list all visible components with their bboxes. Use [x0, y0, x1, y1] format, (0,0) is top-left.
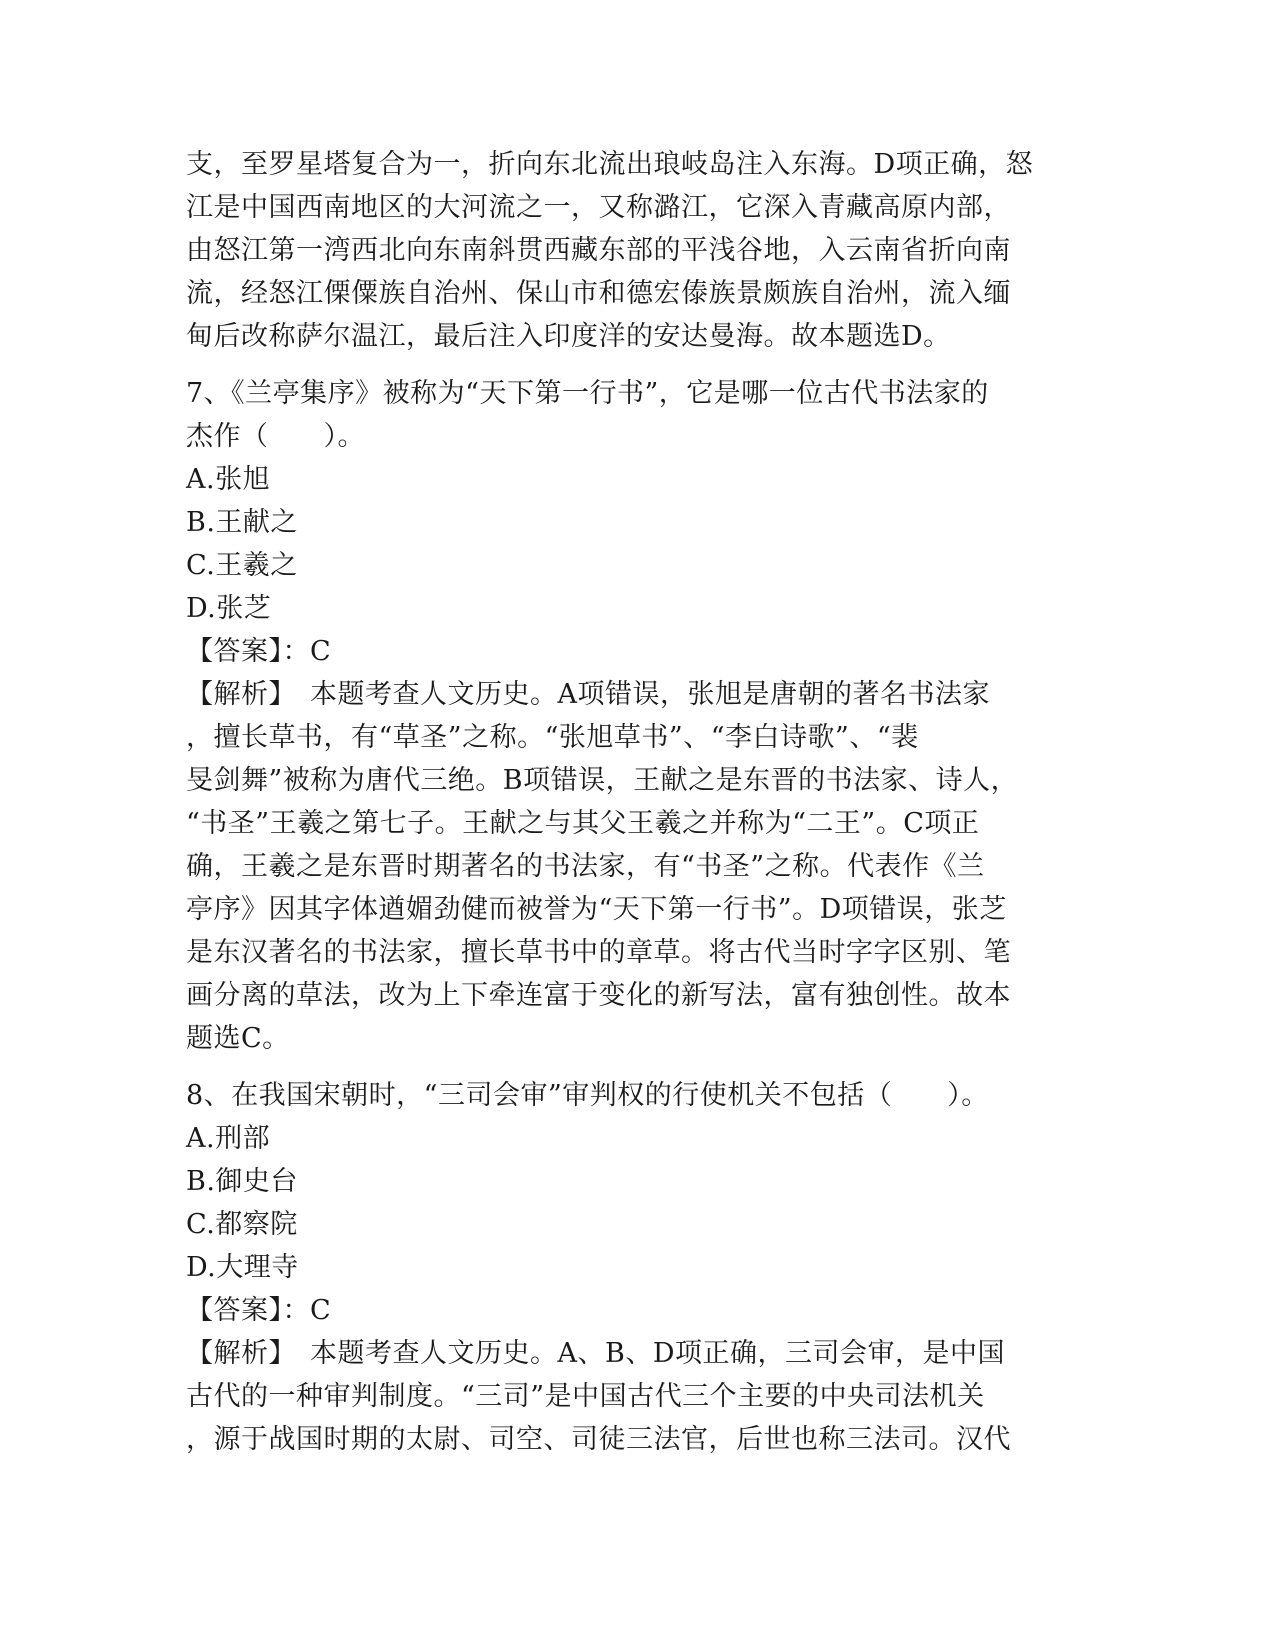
analysis-line: 题选C。: [186, 1023, 290, 1054]
answer: 【答案】：C: [186, 636, 332, 667]
option-a: A.刑部: [186, 1123, 271, 1154]
analysis-line: ，源于战国时期的太尉、司空、司徒三法官，后世也称三法司。汉代: [186, 1424, 1011, 1455]
analysis-line: 【解析】 本题考查人文历史。A、B、D项正确，三司会审，是中国: [186, 1338, 1005, 1369]
analysis-line: “书圣”王羲之第七子。王献之与其父王羲之并称为“二王”。C项正: [186, 808, 980, 839]
option-b: B.御史台: [186, 1166, 298, 1197]
answer: 【答案】：C: [186, 1295, 332, 1326]
option-c: C.都察院: [186, 1209, 298, 1240]
question-stem: 8、在我国宋朝时，“三司会审”审判权的行使机关不包括（ ）。: [186, 1080, 989, 1111]
text-line: 流，经怒江傈僳族自治州、保山市和德宏傣族景颇族自治州，流入缅: [186, 278, 1011, 309]
analysis-line: 古代的一种审判制度。“三司”是中国古代三个主要的中央司法机关: [186, 1381, 985, 1412]
question-stem: 杰作（ ）。: [186, 421, 365, 452]
text-line: 由怒江第一湾西北向东南斜贯西藏东部的平浅谷地，入云南省折向南: [186, 235, 1011, 266]
analysis-line: 画分离的草法，改为上下牵连富于变化的新写法，富有独创性。故本: [186, 980, 1011, 1011]
option-a: A.张旭: [186, 464, 271, 495]
analysis-line: 亭序》因其字体遒媚劲健而被誉为“天下第一行书”。D项错误，张芝: [186, 894, 1007, 925]
analysis-line: ，擅长草书，有“草圣”之称。“张旭草书”、“李白诗歌”、“裴: [186, 722, 919, 753]
option-c: C.王羲之: [186, 550, 298, 581]
analysis-line: 旻剑舞”被称为唐代三绝。B项错误，王献之是东晋的书法家、诗人，: [186, 765, 1019, 796]
analysis-line: 【解析】 本题考查人文历史。A项错误，张旭是唐朝的著名书法家: [186, 679, 990, 710]
document-page: [186, 143, 1086, 1461]
text-line: 江是中国西南地区的大河流之一，又称潞江，它深入青藏高原内部，: [186, 192, 1011, 223]
option-b: B.王献之: [186, 507, 298, 538]
analysis-line: 确，王羲之是东晋时期著名的书法家，有“书圣”之称。代表作《兰: [186, 851, 985, 882]
text-line: 支，至罗星塔复合为一，折向东北流出琅岐岛注入东海。D项正确，怒: [186, 149, 1034, 180]
question-7: [186, 372, 1086, 1060]
analysis-line: 是东汉著名的书法家，擅长草书中的章草。将古代当时字字区别、笔: [186, 937, 1011, 968]
option-d: D.大理寺: [186, 1252, 299, 1283]
option-d: D.张芝: [186, 593, 272, 624]
question-stem: 7、《兰亭集序》被称为“天下第一行书”，它是哪一位古代书法家的: [186, 378, 989, 409]
question-8: [186, 1074, 1086, 1461]
text-line: 甸后改称萨尔温江，最后注入印度洋的安达曼海。故本题选D。: [186, 321, 951, 352]
continuation-paragraph: [186, 143, 1086, 358]
